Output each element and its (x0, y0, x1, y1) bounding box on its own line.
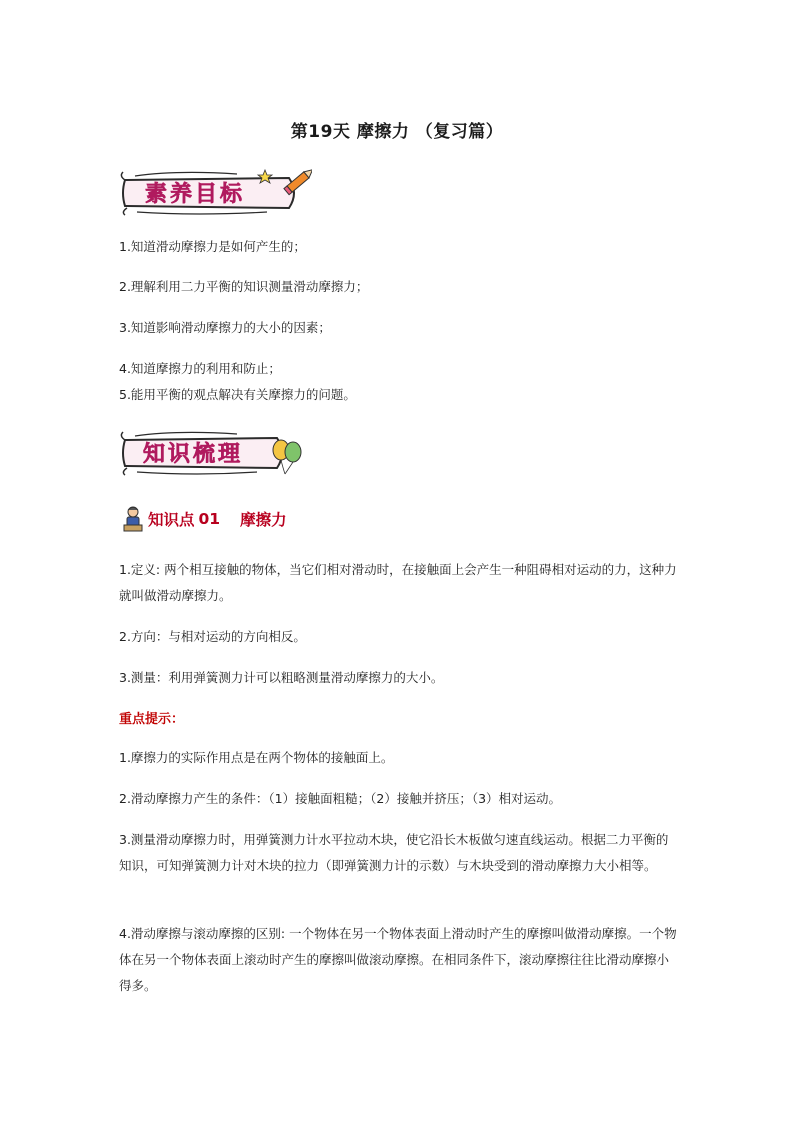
knowledge-banner-text: 知识梳理 (143, 441, 244, 467)
tip-item-1: 1.摩擦力的实际作用点是在两个物体的接触面上。 (119, 750, 394, 765)
goals-banner (117, 168, 312, 218)
goal-item-1: 1.知道滑动摩擦力是如何产生的； (119, 239, 306, 254)
knowledge-banner (117, 428, 307, 478)
tip-item-3: 3.测量滑动摩擦力时，用弹簧测力计水平拉动木块，使它沿长木板做匀速直线运动。根据二力平衡的知识，可知弹簧测力计对木块的拉力（即弹簧测力计的示数）与木块受到的滑动摩擦力大小相等。 (119, 832, 669, 873)
key-tip-label: 重点提示： (119, 712, 185, 727)
page-title: 第19天 摩擦力 （复习篇） (290, 122, 504, 142)
knowledge-point-number: 01 (198, 510, 221, 528)
tip-item-4: 4.滑动摩擦与滚动摩擦的区别: 一个物体在另一个物体表面上滑动时产生的摩擦叫做滑动摩擦。一个物体在另一个物体表面上滚动时产生的摩擦叫做滚动摩擦。在相同条件下，滚动摩擦往往比滑动摩擦小得多。 (119, 926, 677, 993)
goal-item-4: 4.知道摩擦力的利用和防止； (119, 361, 281, 376)
goal-item-3: 3.知道影响滑动摩擦力的大小的因素； (119, 320, 331, 335)
goals-banner-text: 素养目标 (145, 181, 246, 207)
goal-item-5: 5.能用平衡的观点解决有关摩擦力的问题。 (119, 387, 356, 402)
knowledge-point-label: 知识点 (148, 511, 195, 529)
kp-item-3: 3.测量：利用弹簧测力计可以粗略测量滑动摩擦力的大小。 (119, 670, 444, 685)
kp-item-1: 1.定义: 两个相互接触的物体，当它们相对滑动时，在接触面上会产生一种阻碍相对运动的力，这种力就叫做滑动摩擦力。 (119, 562, 677, 603)
knowledge-banner-graphic (117, 428, 307, 478)
kp-item-2: 2.方向：与相对运动的方向相反。 (119, 629, 306, 644)
knowledge-point-name: 摩擦力 (240, 511, 287, 529)
teacher-icon (122, 505, 144, 533)
knowledge-point-heading (122, 504, 287, 534)
goals-banner-graphic (117, 168, 312, 218)
goal-item-2: 2.理解利用二力平衡的知识测量滑动摩擦力； (119, 279, 369, 294)
tip-item-2: 2.滑动摩擦力产生的条件：（1）接触面粗糙；（2）接触并挤压；（3）相对运动。 (119, 791, 562, 806)
